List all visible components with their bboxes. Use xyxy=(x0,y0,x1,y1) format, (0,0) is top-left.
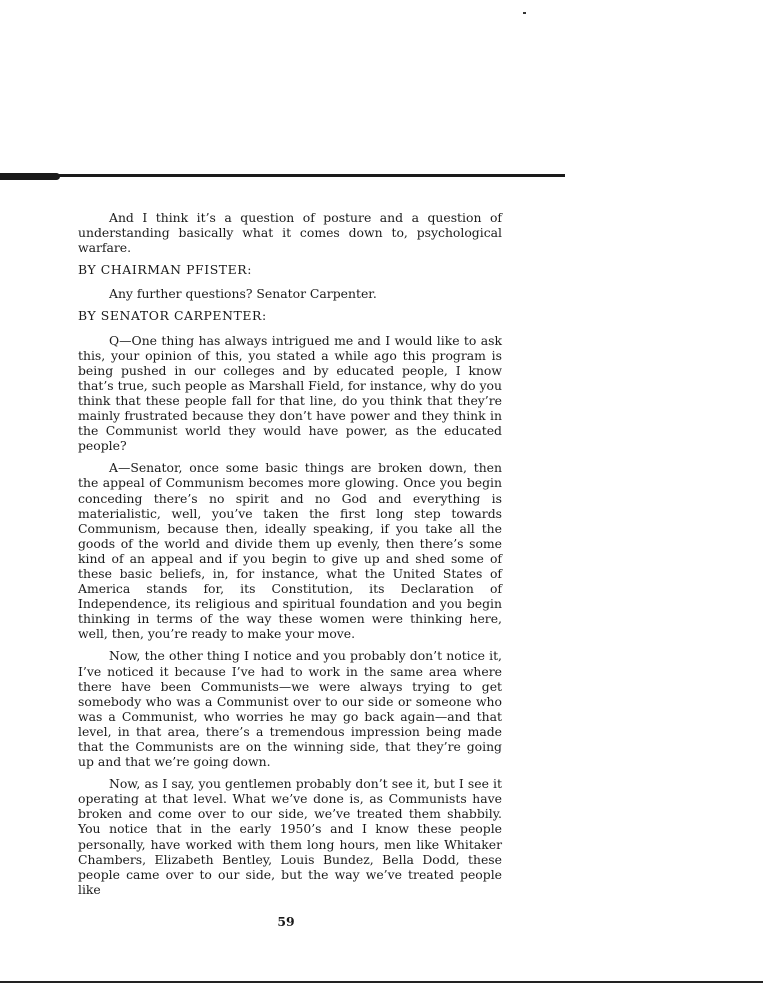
page-number: 59 xyxy=(277,914,295,929)
paragraph-further-questions: Any further questions? Senator Carpenter. xyxy=(109,286,377,302)
paragraph-answer: A—Senator, once some basic things are broken down, then the appeal of Communism becomes more glowing. Once you begin conceding there’s no spirit and no God and everything is materialistic, well, you’ve taken the first long step towards Communism, because then, ideally speaking, if you take all the goods of the world and divide them up evenly, then there’s some kind of an appeal and if you begin to give up and shed some of these basic beliefs, in, for instance, what the United States of America stands for, its Constitution, its Declaration of Independence, its religious and spiritual foundation and you begin thinking in terms of the way these women were thinking here, well, then, you’re ready to make your move. xyxy=(78,460,502,642)
speaker-heading-chairman: BY CHAIRMAN PFISTER: xyxy=(78,262,253,278)
paragraph-opening: And I think it’s a question of posture and a question of understanding basically what it comes down to, psychological warfare. xyxy=(78,210,502,256)
paragraph-question: Q—One thing has always intrigued me and I would like to ask this, your opinion of this, you stated a while ago this program is being pushed in our colleges and by educated people, I know that’s true, such people as Marshall Field, for instance, why do you think that these people fall for that line, do you think that they’re mainly frustrated because they don’t have power and they think in the Communist world they would have power, as the educated people? xyxy=(78,332,502,454)
paragraph-as-i-say: Now, as I say, you gentlemen probably don’t see it, but I see it operating at that level. What we’ve done is, as Communists have broken and come over to our side, we’ve treated them shabbily. You notice that in the early 1950’s and I know these people personally, have worked with them long hours, men like Whitaker Chambers, Elizabeth Bentley, Louis Bundez, Bella Dodd, these people came over to our side, but the way we’ve treated people like xyxy=(78,776,502,897)
transcript-body xyxy=(78,210,502,904)
speaker-heading-senator: BY SENATOR CARPENTER: xyxy=(78,308,267,324)
bottom-rule xyxy=(0,981,763,983)
top-rule-edge xyxy=(0,173,60,180)
ink-speck xyxy=(523,12,526,14)
paragraph-other-thing: Now, the other thing I notice and you probably don’t notice it, I’ve noticed it because I’ve had to work in the same area where there have been Communists—we were always trying to get somebody who was a Communist over to our side or someone who was a Communist, who worries he may go back again—and that level, in that area, there’s a tremendous impression being made that the Communists are on the winning side, that they’re going up and that we’re going down. xyxy=(78,648,502,770)
top-rule xyxy=(0,174,565,177)
